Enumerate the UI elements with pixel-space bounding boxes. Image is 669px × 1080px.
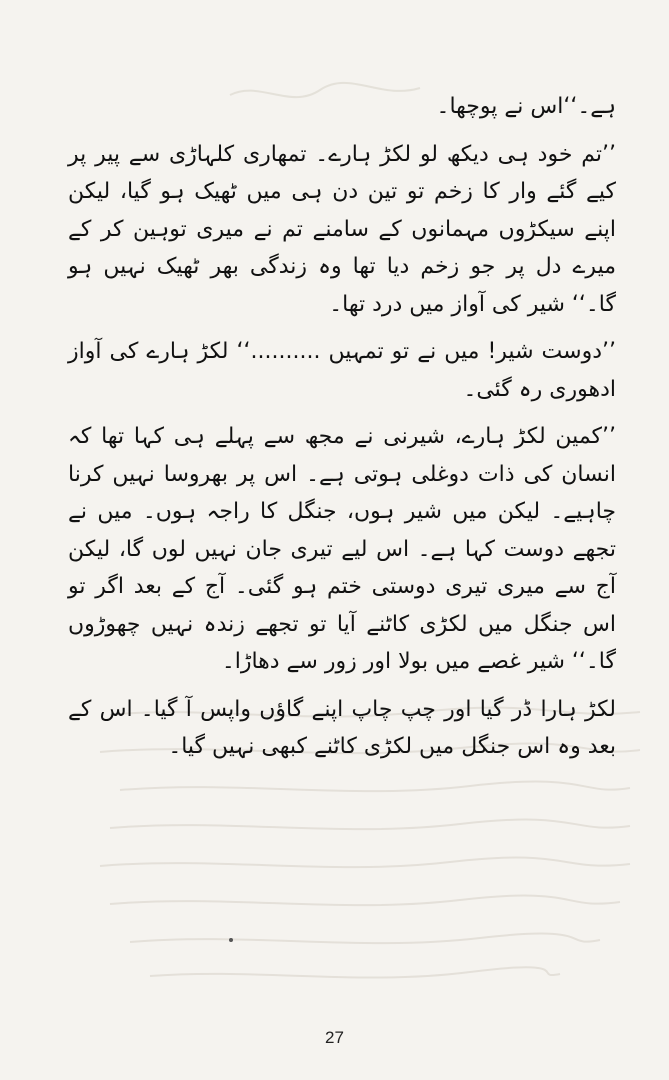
paragraph-4: ’’کمین لکڑ ہارے، شیرنی نے مجھ سے پہلے ہی کہا تھا کہ انسان کی ذات دوغلی ہوتی ہے۔ اس پر بھروسا نہیں کرنا چاہیے۔ لیکن میں شیر ہوں، جنگل کا راجہ ہوں۔ میں نے تجھے دوست کہا ہے۔ اس لیے تیری جان نہیں لوں گا، لیکن آج سے میری تیری دوستی ختم ہو گئی۔ آج کے بعد اگر تو اس جنگل میں لکڑی کاٹنے آیا تو تجھے زندہ نہیں چھوڑوں گا۔‘‘ شیر غصے میں بولا اور زور سے دھاڑا۔ [68,424,616,674]
story-text [68,88,616,766]
paragraph-5: لکڑ ہارا ڈر گیا اور چپ چاپ اپنے گاؤں واپس آ گیا۔ اس کے بعد وہ اس جنگل میں لکڑی کاٹنے کبھی نہیں گیا۔ [68,696,616,759]
paragraph-2: ’’تم خود ہی دیکھ لو لکڑ ہارے۔ تمھاری کلہاڑی سے پیر پر کیے گئے وار کا زخم تو تین دن ہی میں ٹھیک ہو گیا، لیکن اپنے سیکڑوں مہمانوں کے سامنے تم نے میری توہین کر کے میرے دل پر جو زخم دیا تھا وہ زندگی بھر ٹھیک نہیں ہو گا۔‘‘ شیر کی آواز میں درد تھا۔ [68,141,616,317]
paragraph-3: ’’دوست شیر! میں نے تو تمہیں ..........‘‘ لکڑ ہارے کی آواز ادھوری رہ گئی۔ [68,339,616,402]
paragraph-1: ہے۔‘‘اس نے پوچھا۔ [436,94,616,119]
ink-speck [229,938,233,942]
page-number: 27 [325,1028,344,1047]
